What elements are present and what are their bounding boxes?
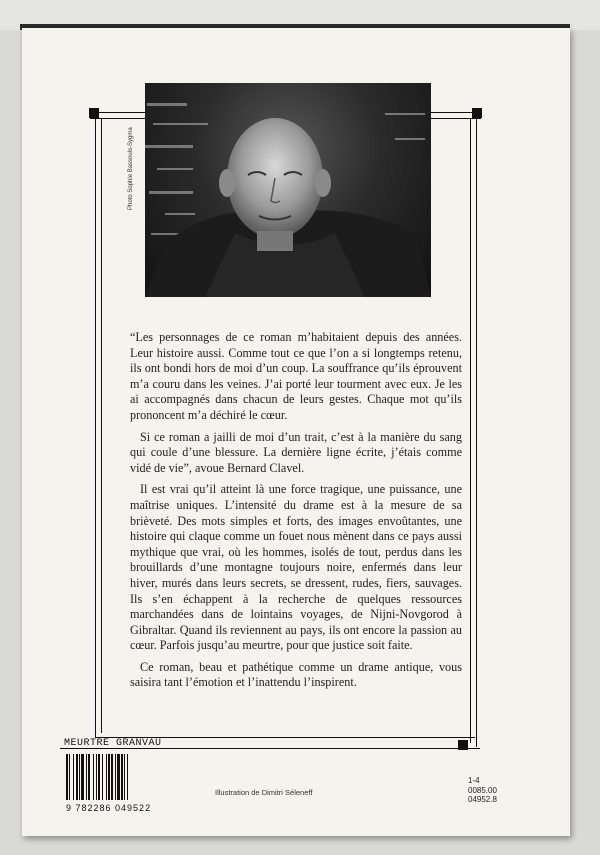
frame-line-left: [95, 112, 96, 737]
title-strip: MEURTRE GRANVAU: [64, 738, 162, 749]
blurb-paragraph: Ce roman, beau et pathétique comme un drame antique, vous saisira tant l’émotion et l’inattendu l’inspirent.: [130, 659, 462, 690]
frame-line-left-inner: [101, 118, 102, 733]
photo-credit: Photo Sophie Bassouls-Sygma: [128, 127, 134, 210]
frame-line-top-inner-right: [431, 118, 481, 119]
frame-corner-top-right: [472, 108, 482, 118]
frame-line-top-inner: [90, 118, 145, 119]
catalog-code: 1-4: [468, 776, 480, 785]
isbn-number: 9 782286 049522: [66, 803, 152, 813]
blurb-text: [130, 330, 462, 697]
author-portrait-photo: [145, 83, 431, 297]
catalog-code: 0085.00: [468, 785, 497, 795]
catalog-code: 04952.8: [468, 795, 497, 804]
illustration-credit: Illustration de Dimitri Séleneff: [215, 788, 313, 797]
portrait-illustration: [145, 83, 431, 297]
blurb-paragraph: Si ce roman a jailli de moi d’un trait, c’est à la manière du sang qui coule d’une blessure. La dernière ligne écrite, j’étais comme vidé de vie”, avoue Bernard Clavel.: [130, 429, 462, 475]
barcode-stripe: [128, 754, 131, 800]
catalog-codes: [468, 776, 497, 805]
frame-line-right: [476, 112, 477, 747]
frame-corner-bottom-right: [458, 740, 468, 750]
barcode: [66, 754, 166, 800]
frame-line-right-inner: [470, 118, 471, 743]
frame-corner-top-left: [89, 108, 99, 118]
blurb-paragraph: Il est vrai qu’il atteint là une force tragique, une puissance, une maîtrise uniques. L’intensité du drame est à la mesure de sa brièveté. Des mots simples et forts, des images envoûtantes, une histoire qui claque comme un fouet nous mènent dans ce pays aussi mythique que vrai, où les hommes, isolés de tout, perdus dans les brouillards d’une montagne toujours noire, enfermés dans leur hiver, murés dans leurs secrets, se dressent, rudes, fiers, sauvages. Ils s’en échappent à la recherche de quelques ressources marchandées dans de lointains voyages, de Nijni-Novgorod à Gibraltar. Quand ils reviennent au pays, ils ont encore la passion au cœur. Parfois jusqu’au meurtre, pour que justice soit faite.: [130, 482, 462, 653]
blurb-paragraph: “Les personnages de ce roman m’habitaient depuis des années. Leur histoire aussi. Comme tout ce que l’on a si longtemps retenu, ils ont bondi hors de moi d’un coup. La souffrance qu’ils éprouvent m’a couru dans les veines. J’ai porté leur tourment avec eux. Je les ai accompagnés dans chacun de leurs gestes. Chaque mot qu’ils prononcent m’a déchiré le cœur.: [130, 330, 462, 422]
